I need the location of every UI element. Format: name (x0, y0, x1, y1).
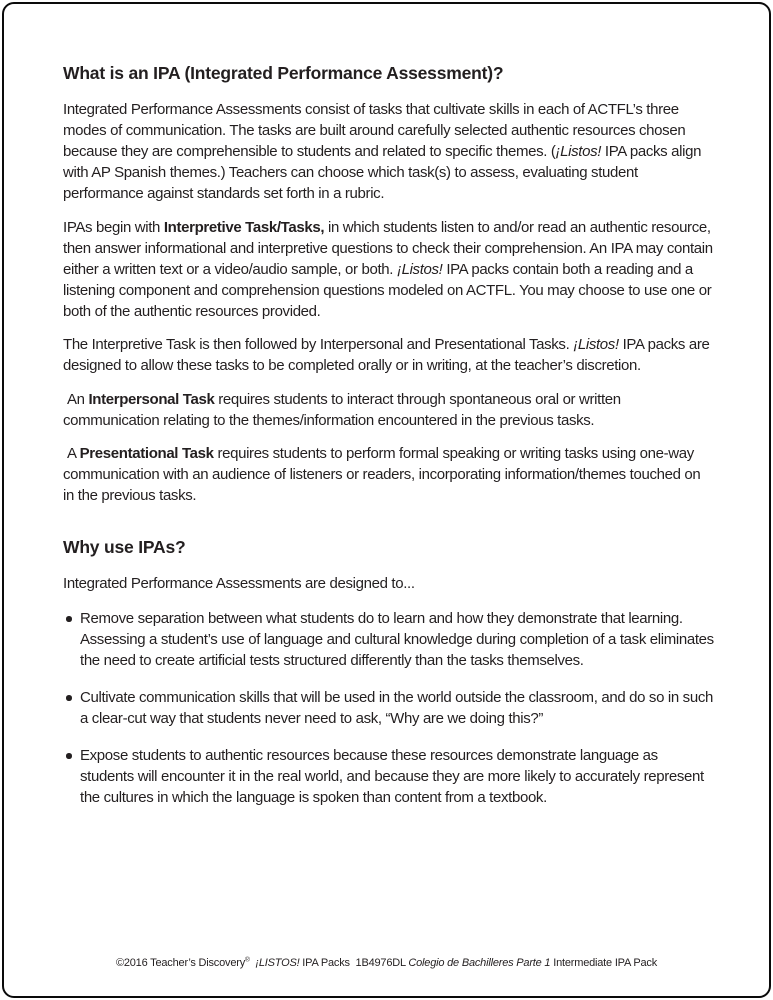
bullet-icon (66, 753, 72, 759)
bullet-icon (66, 616, 72, 622)
section-heading-why-use-ipas: Why use IPAs? (63, 537, 186, 557)
paragraph-ipa-overview: Integrated Performance Assessments consist of tasks that cultivate skills in each of ACTFL’s three modes of communication. The tasks are built around carefully selected authentic resources chosen because they are comprehensible to students and related to specific themes. (¡Listos! IPA packs align with AP Spanish themes.) Teachers can choose which task(s) to assess, evaluating student performance against standards set forth in a rubric. (63, 101, 702, 202)
paragraph-presentational-task: A Presentational Task requires students to perform formal speaking or writing tasks using one-way communication with an audience of listeners or readers, incorporating information/themes touched on in the previous tasks. (63, 445, 701, 504)
list-item-expose-authentic-resources (63, 745, 715, 808)
list-item-text: Cultivate communication skills that will be used in the world outside the classroom, and do so in such a clear-cut way that students never need to ask, “Why are we doing this?” (80, 689, 713, 727)
paragraph-interpretive-task: IPAs begin with Interpretive Task/Tasks, in which students listen to and/or read an authentic resource, then answer informational and interpretive questions to check their comprehension. An IPA may contain either a written text or a video/audio sample, or both. ¡Listos! IPA packs contain both a reading and a listening component and comprehension questions modeled on ACTFL. You may choose to use one or both of the authentic resources provided. (63, 218, 713, 320)
paragraph-why-intro: Integrated Performance Assessments are designed to... (63, 575, 415, 592)
page-content (63, 63, 715, 824)
list-item-text: Remove separation between what students do to learn and how they demonstrate that learning. Assessing a student’s use of language and cultural knowledge during completion of a task eliminates the need to create artificial tests structured differently than the tasks themselves. (80, 610, 714, 669)
paragraph-interpersonal-task: An Interpersonal Task requires students to interact through spontaneous oral or written communication relating to the themes/information encountered in the previous tasks. (63, 390, 621, 429)
paragraph-task-sequence: The Interpretive Task is then followed by Interpersonal and Presentational Tasks. ¡Listos! IPA packs are designed to allow these tasks to be completed orally or in writing, at the teacher’s discretion. (63, 336, 710, 374)
footer-copyright-line: ©2016 Teacher’s Discovery® ¡LISTOS! IPA Packs 1B4976DL Colegio de Bachilleres Parte 1 Intermediate IPA Pack (115, 956, 658, 969)
section-heading-what-is-ipa: What is an IPA (Integrated Performance Assessment)? (63, 63, 504, 83)
list-item-cultivate-communication (63, 687, 715, 729)
list-item-text: Expose students to authentic resources because these resources demonstrate language as students will encounter it in the real world, and because they are more likely to accurately represent the cultures in which the language is spoken than content from a textbook. (80, 747, 704, 806)
list-item-remove-separation (63, 608, 715, 671)
section-why-use-ipas (63, 537, 715, 808)
page-footer (0, 953, 773, 970)
bullet-icon (66, 695, 72, 701)
section-what-is-ipa (63, 63, 715, 506)
benefits-list (63, 608, 715, 808)
